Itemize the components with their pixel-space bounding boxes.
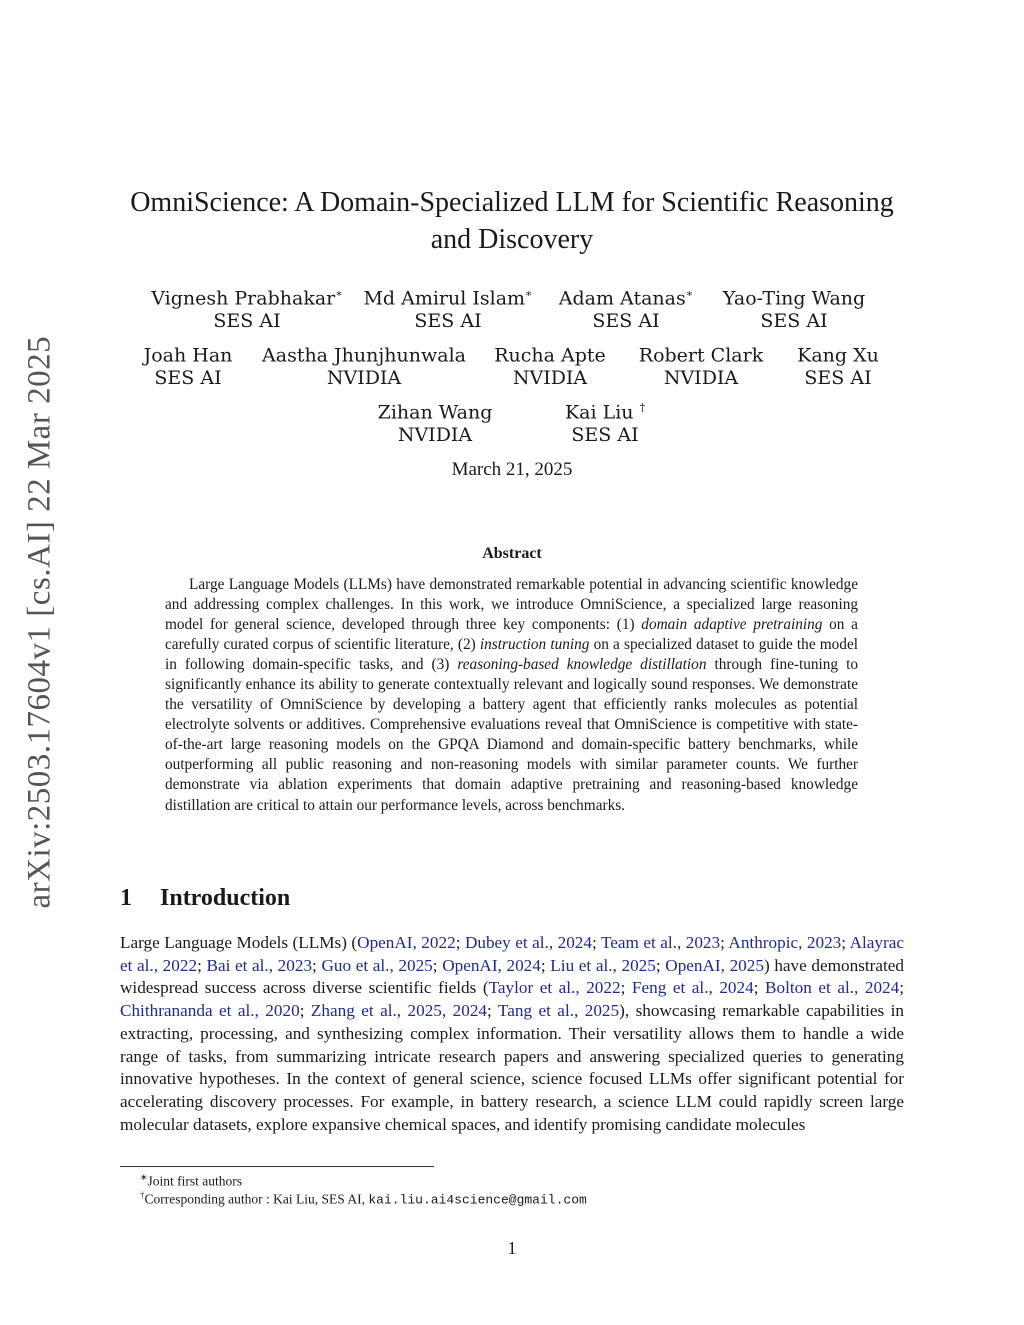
citation-link[interactable]: Guo et al., 2025 xyxy=(321,955,433,975)
abstract-heading: Abstract xyxy=(482,545,542,562)
arxiv-stamp: arXiv:2503.17604v1 [cs.AI] 22 Mar 2025 xyxy=(21,335,58,909)
intro-text: ; xyxy=(720,933,729,952)
author-affiliation: SES AI xyxy=(414,310,482,333)
author-affiliation: SES AI xyxy=(571,424,639,447)
abstract-body xyxy=(165,575,858,816)
intro-text: ; xyxy=(592,933,601,952)
abstract-emphasis: domain adaptive pretraining xyxy=(641,616,823,634)
citation-link[interactable]: Feng et al., 2024 xyxy=(631,978,754,998)
author-block xyxy=(144,339,233,390)
author-block xyxy=(262,339,466,390)
author-block xyxy=(363,282,532,333)
author-block xyxy=(723,282,865,333)
citation-link[interactable]: Bai et al., 2023 xyxy=(206,955,313,975)
intro-text: ; xyxy=(487,1001,498,1021)
citation-link[interactable]: Bolton et al., 2024 xyxy=(765,978,900,998)
intro-text: ; xyxy=(299,1001,311,1021)
author-name: Adam Atanas xyxy=(558,287,686,310)
footnote-divider xyxy=(120,1166,434,1167)
section-number: 1 xyxy=(120,885,132,911)
citation-link[interactable]: Taylor et al., 2022 xyxy=(488,978,621,998)
author-row-2 xyxy=(0,339,1024,389)
author-affiliation: NVIDIA xyxy=(397,424,473,447)
intro-text: ; xyxy=(540,955,551,975)
page-number: 1 xyxy=(507,1238,517,1258)
abstract-text: Large Language Models (LLMs) have demonstrated remarkable potential in advancing scientific knowledge and addressing complex challenges. In this work, we introduce OmniScience, a specialized large reasoning model for general science, developed through three key components: (1) xyxy=(165,576,858,634)
abstract-text: on a specialized dataset to guide the model in following domain-specific tasks, and (3) xyxy=(165,636,858,674)
author-mark: † xyxy=(639,401,646,414)
abstract-text: on a carefully curated corpus of scientific literature, (2) xyxy=(165,616,858,654)
author-mark: ∗ xyxy=(685,287,694,300)
citation-link[interactable]: OpenAI, 2022 xyxy=(357,933,456,952)
author-name: Robert Clark xyxy=(638,344,764,367)
author-affiliation: SES AI xyxy=(213,310,281,333)
author-affiliation: NVIDIA xyxy=(663,367,739,390)
author-affiliation: SES AI xyxy=(592,310,660,333)
citation-link[interactable]: Liu et al., 2025 xyxy=(550,955,656,975)
author-name: Kang Xu xyxy=(797,344,879,367)
intro-text: ; xyxy=(753,978,766,998)
author-affiliation: SES AI xyxy=(760,310,828,333)
citation-link[interactable]: Dubey et al., 2024 xyxy=(464,933,592,952)
abstract-text: through fine-tuning to significantly enhance its ability to generate contextually relevant and logically sound responses. We demonstrate the versatility of OmniScience by developing a battery agent that efficiently ranks molecules as potential electrolyte solvents or additives. Comprehensive evaluations reveal that OmniScience is competitive with state-of-the-art large reasoning models on the GPQA Diamond and domain-specific battery benchmarks, while outperforming all public reasoning and non-reasoning models with similar parameter counts. We further demonstrate via ablation experiments that domain adaptive pretraining and reasoning-based knowledge distillation are critical to attain our performance levels, across benchmarks. xyxy=(165,656,858,814)
intro-paragraph xyxy=(120,932,904,1136)
citation-link[interactable]: OpenAI, 2025 xyxy=(665,955,764,975)
abstract-emphasis: reasoning-based knowledge distillation xyxy=(457,656,707,674)
author-affiliation: SES AI xyxy=(804,367,872,390)
footnote-text: Corresponding author : Kai Liu, SES AI, xyxy=(144,1191,369,1207)
author-row-3 xyxy=(0,396,1024,446)
intro-text: ; xyxy=(620,978,632,998)
footnote-2 xyxy=(140,1190,587,1208)
author-name: Zihan Wang xyxy=(377,401,493,424)
footnote-1 xyxy=(140,1172,242,1190)
intro-text: ; xyxy=(455,933,465,952)
paper-date: March 21, 2025 xyxy=(451,459,573,480)
author-affiliation: SES AI xyxy=(154,367,222,390)
intro-text: ; xyxy=(841,933,850,952)
section-heading xyxy=(120,885,290,912)
author-block xyxy=(151,282,342,333)
author-name: Kai Liu xyxy=(564,401,634,424)
citation-link[interactable]: Zhang et al., 2025, 2024 xyxy=(310,1001,488,1021)
author-block xyxy=(565,396,645,447)
author-name: Aastha Jhunjhunwala xyxy=(262,344,466,367)
citation-link[interactable]: Tang et al., 2025 xyxy=(497,1001,620,1021)
intro-text: ; xyxy=(655,955,666,975)
citation-link[interactable]: Alayrac et al., 2022 xyxy=(120,933,904,975)
author-name: Md Amirul Islam xyxy=(363,287,526,310)
author-block xyxy=(797,339,879,390)
section-title: Introduction xyxy=(160,885,291,911)
paper-title: OmniScience: A Domain-Specialized LLM for Scientific Reasoning and Discovery xyxy=(130,187,894,255)
intro-text: ; xyxy=(899,978,905,998)
author-block xyxy=(378,396,493,447)
author-block xyxy=(559,282,693,333)
abstract-emphasis: instruction tuning xyxy=(479,636,590,654)
footnote-mark: ∗ xyxy=(140,1172,148,1182)
intro-text: ; xyxy=(312,955,322,975)
author-block xyxy=(494,339,606,390)
author-mark: ∗ xyxy=(525,287,533,300)
intro-text: ) have demonstrated widespread success across diverse scientific fields ( xyxy=(120,955,905,998)
citation-link[interactable]: OpenAI, 2024 xyxy=(442,955,541,975)
author-affiliation: NVIDIA xyxy=(326,367,402,390)
author-name: Yao-Ting Wang xyxy=(722,287,866,310)
author-name: Joah Han xyxy=(143,344,233,367)
author-row-1 xyxy=(0,282,1024,332)
intro-text: Large Language Models (LLMs) ( xyxy=(120,933,358,952)
email-link[interactable]: kai.liu.ai4science@gmail.com xyxy=(368,1192,587,1208)
author-mark: ∗ xyxy=(335,287,343,300)
author-block xyxy=(639,339,763,390)
footnote-mark: † xyxy=(140,1190,145,1200)
intro-text: ; xyxy=(432,955,443,975)
footnote-text: Joint first authors xyxy=(147,1173,243,1189)
citation-link[interactable]: Chithrananda et al., 2020 xyxy=(120,1001,300,1021)
author-name: Rucha Apte xyxy=(494,344,606,367)
intro-text: ), showcasing remarkable capabilities in extracting, processing, and synthesizing complex information. Their versatility allows them to handle a wide range of tasks, from summarizing intricate research papers and answering specialized queries to generating innovative hypotheses. In the context of general science, science focused LLMs offer significant potential for accelerating discovery processes. For example, in battery research, a science LLM could rapidly screen large molecular datasets, explore expansive chemical spaces, and identify promising candidate molecules xyxy=(120,1001,905,1134)
citation-link[interactable]: Anthropic, 2023 xyxy=(728,933,842,952)
author-affiliation: NVIDIA xyxy=(512,367,588,390)
intro-text: ; xyxy=(197,955,207,975)
citation-link[interactable]: Team et al., 2023 xyxy=(600,933,721,952)
author-name: Vignesh Prabhakar xyxy=(151,287,336,310)
